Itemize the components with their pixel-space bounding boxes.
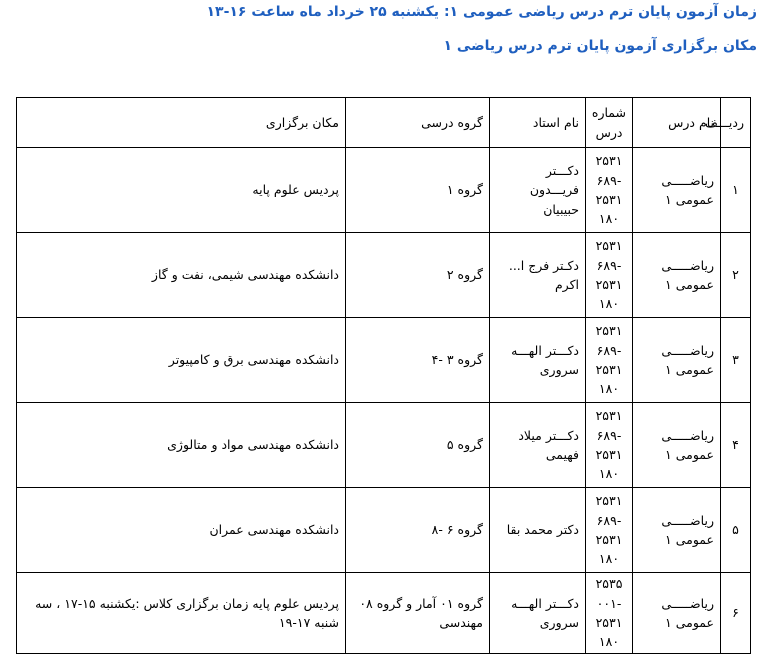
header-instructor: نام استاد <box>490 98 586 148</box>
group-name: گروه ۲ <box>346 233 490 318</box>
course-name: ریاضـــــی عمومی ۱ <box>633 488 721 573</box>
header-course-name: نام درس <box>633 98 721 148</box>
table-row <box>17 318 751 403</box>
course-code: ۲۵۳۱ -۶۸۹ ۲۵۳۱ ۱۸۰ <box>586 148 633 233</box>
exam-location-heading: مکان برگزاری آزمون پایان ترم درس ریاضی ۱ <box>443 38 757 54</box>
exam-location: پردیس علوم پایه <box>17 148 346 233</box>
table-row <box>17 148 751 233</box>
row-number: ۴ <box>721 403 751 488</box>
group-name: گروه ۶ -۸ <box>346 488 490 573</box>
course-name: ریاضـــــی عمومی ۱ <box>633 573 721 654</box>
course-code: ۲۵۳۵ -۰۰۱ ۲۵۳۱ ۱۸۰ <box>586 573 633 654</box>
course-name: ریاضـــــی عمومی ۱ <box>633 318 721 403</box>
course-code: ۲۵۳۱ -۶۸۹ ۲۵۳۱ ۱۸۰ <box>586 488 633 573</box>
row-number: ۲ <box>721 233 751 318</box>
course-name: ریاضـــــی عمومی ۱ <box>633 148 721 233</box>
course-name: ریاضـــــی عمومی ۱ <box>633 403 721 488</box>
group-name: گروه ۳ -۴ <box>346 318 490 403</box>
exam-location: دانشکده مهندسی مواد و متالوژی <box>17 403 346 488</box>
group-name: گروه ۰۱ آمار و گروه ۰۸ مهندسی <box>346 573 490 654</box>
exam-schedule-table <box>16 97 751 654</box>
instructor-name: دکـــتر الهـــه سروری <box>490 318 586 403</box>
group-name: گروه ۱ <box>346 148 490 233</box>
instructor-name: دکـتر فرج ا... اکرم <box>490 233 586 318</box>
row-number: ۵ <box>721 488 751 573</box>
table-row <box>17 573 751 654</box>
exam-location: پردیس علوم پایه زمان برگزاری کلاس :یکشنبه ۱۵-۱۷ ، سه شنبه ۱۷-۱۹ <box>17 573 346 654</box>
table-row <box>17 488 751 573</box>
course-code: ۲۵۳۱ -۶۸۹ ۲۵۳۱ ۱۸۰ <box>586 318 633 403</box>
instructor-name: دکـــتر فریـــدون حبیبیان <box>490 148 586 233</box>
header-row-number: ردیـــف <box>721 98 751 148</box>
row-number: ۱ <box>721 148 751 233</box>
exam-location: دانشکده مهندسی عمران <box>17 488 346 573</box>
instructor-name: دکتر محمد بقا <box>490 488 586 573</box>
table-row <box>17 233 751 318</box>
exam-location: دانشکده مهندسی شیمی، نفت و گاز <box>17 233 346 318</box>
header-course-code: شماره درس <box>586 98 633 148</box>
row-number: ۳ <box>721 318 751 403</box>
exam-time-heading: زمان آزمون پایان ترم درس ریاضی عمومی ۱: یکشنبه ۲۵ خرداد ماه ساعت ۱۶-۱۳ <box>206 4 757 20</box>
course-code: ۲۵۳۱ -۶۸۹ ۲۵۳۱ ۱۸۰ <box>586 233 633 318</box>
header-group: گروه درسی <box>346 98 490 148</box>
table-header-row <box>17 98 751 148</box>
course-code: ۲۵۳۱ -۶۸۹ ۲۵۳۱ ۱۸۰ <box>586 403 633 488</box>
row-number: ۶ <box>721 573 751 654</box>
instructor-name: دکـــتر الهـــه سروری <box>490 573 586 654</box>
course-name: ریاضـــــی عمومی ۱ <box>633 233 721 318</box>
table-row <box>17 403 751 488</box>
instructor-name: دکـــتر میلاد فهیمی <box>490 403 586 488</box>
exam-location: دانشکده مهندسی برق و کامپیوتر <box>17 318 346 403</box>
group-name: گروه ۵ <box>346 403 490 488</box>
header-location: مکان برگزاری <box>17 98 346 148</box>
